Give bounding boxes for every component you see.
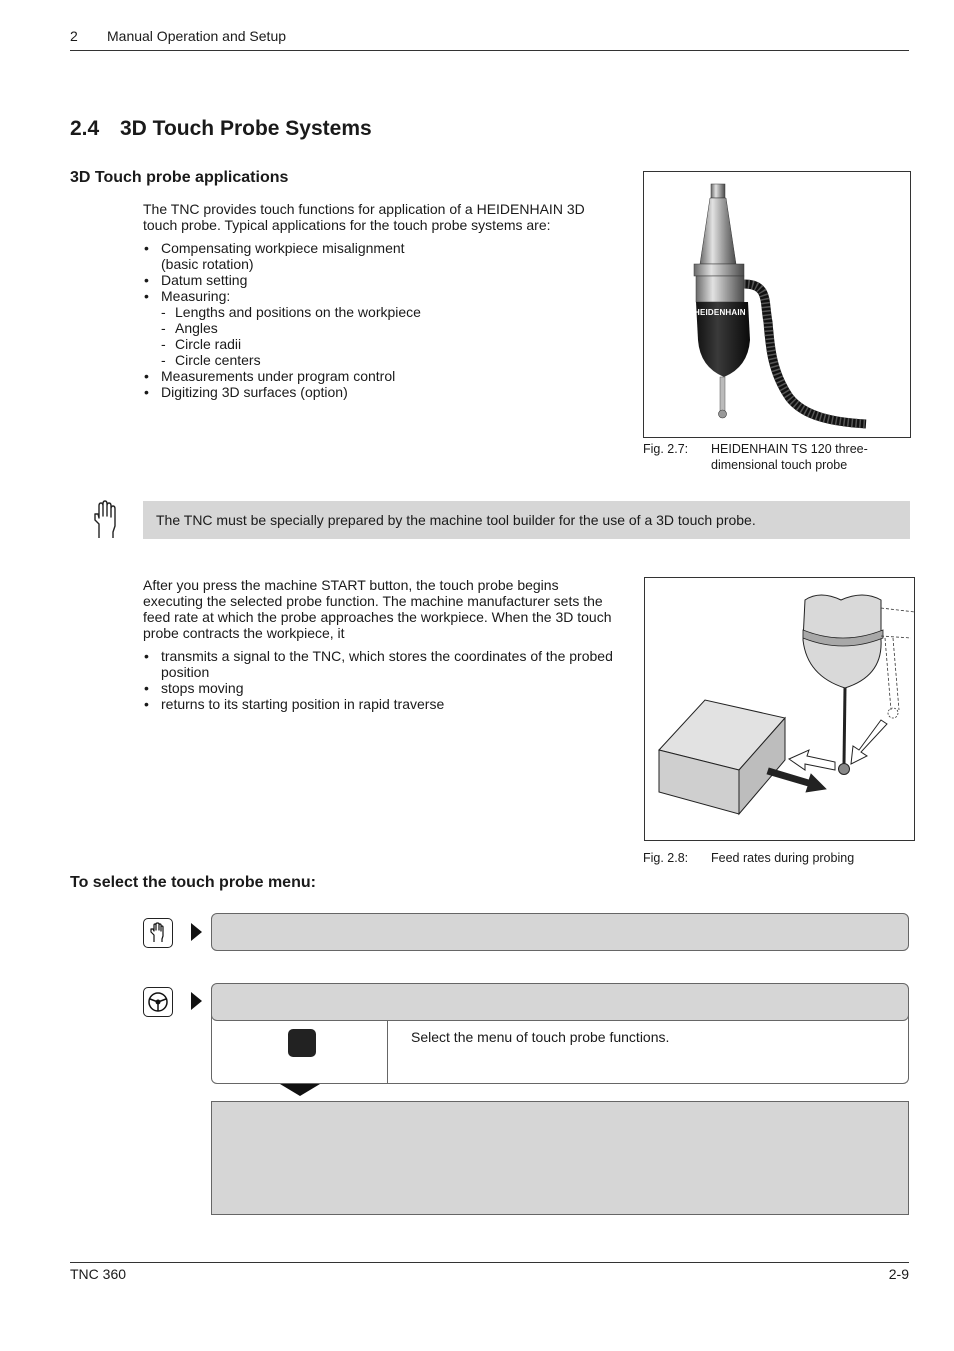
list-item: • Compensating workpiece misalignment (basic rotation) [143, 240, 613, 272]
applications-heading: 3D Touch probe applications [70, 169, 289, 186]
list-item: • Datum setting [143, 272, 613, 288]
down-arrow-icon [280, 1084, 320, 1096]
list-item: • transmits a signal to the TNC, which stores the coordinates of the probed position [143, 648, 613, 680]
section-title [70, 117, 372, 141]
section-number: 2.4 [70, 117, 100, 140]
footer-product: TNC 360 [70, 1266, 127, 1282]
list-item: • Measuring: - Lengths and positions on the workpiece - Angles - Circle radii - Circle centers [143, 288, 613, 368]
column-divider [387, 1012, 388, 1083]
section-title-text: 3D Touch Probe Systems [120, 117, 372, 140]
sublist-item: - Angles [161, 320, 613, 336]
measuring-sublist [161, 304, 613, 368]
figure-touch-probe [643, 171, 911, 438]
feed-rates-diagram [645, 578, 914, 840]
figure-1-caption [643, 441, 909, 473]
sublist-item: - Lengths and positions on the workpiece [161, 304, 613, 320]
figure-feed-rates [644, 577, 915, 841]
list-item: • returns to its starting position in rapid traverse [143, 696, 613, 712]
step-2-action-row [211, 1012, 909, 1084]
operation-paragraph: After you press the machine START button, the touch probe begins executing the selected probe function. The machine manufacturer sets the feed rate at which the probe approaches the workpiece. When the 3D touch probe contracts the workpiece, it [143, 577, 612, 641]
step-arrow-icon [191, 923, 202, 941]
list-item: • Digitizing 3D surfaces (option) [143, 384, 613, 400]
step-2-display-bar [211, 983, 909, 1021]
sublist-item: - Circle centers [161, 352, 613, 368]
handwheel-key-icon[interactable] [143, 987, 173, 1017]
select-menu-heading: To select the touch probe menu: [70, 874, 316, 891]
step-1-display-bar [211, 913, 909, 951]
note-box [143, 501, 910, 539]
chapter-title: Manual Operation and Setup [107, 28, 287, 44]
page-header [70, 28, 909, 51]
manual-operation-key-icon[interactable] [143, 918, 173, 948]
note-text: The TNC must be specially prepared by the machine tool builder for the use of a 3D touch probe. [156, 512, 756, 528]
step-description: Select the menu of touch probe functions. [411, 1029, 670, 1045]
figure-2-label: Fig. 2.8: [643, 851, 689, 865]
figure-1-caption-text: HEIDENHAIN TS 120 three-dimensional touch probe [711, 442, 868, 472]
probe-brand-text: HEIDENHAIN [694, 308, 746, 317]
page-footer [70, 1262, 909, 1282]
sublist-item: - Circle radii [161, 336, 613, 352]
applications-intro: The TNC provides touch functions for application of a HEIDENHAIN 3D touch probe. Typical applications for the touch probe systems are: [143, 201, 585, 233]
touch-probe-illustration [644, 172, 910, 437]
page-number: 2-9 [888, 1266, 909, 1282]
figure-2-caption [643, 850, 909, 866]
figure-1-label: Fig. 2.7: [643, 442, 689, 456]
applications-list [143, 240, 613, 400]
step-arrow-icon [191, 992, 202, 1010]
screen-display-area [211, 1101, 909, 1215]
hand-note-icon [90, 498, 122, 542]
touch-probe-key-icon[interactable] [288, 1029, 316, 1057]
list-item: • stops moving [143, 680, 613, 696]
list-item: • Measurements under program control [143, 368, 613, 384]
chapter-number: 2 [70, 28, 78, 44]
figure-2-caption-text: Feed rates during probing [711, 851, 855, 865]
operation-list [143, 648, 613, 712]
